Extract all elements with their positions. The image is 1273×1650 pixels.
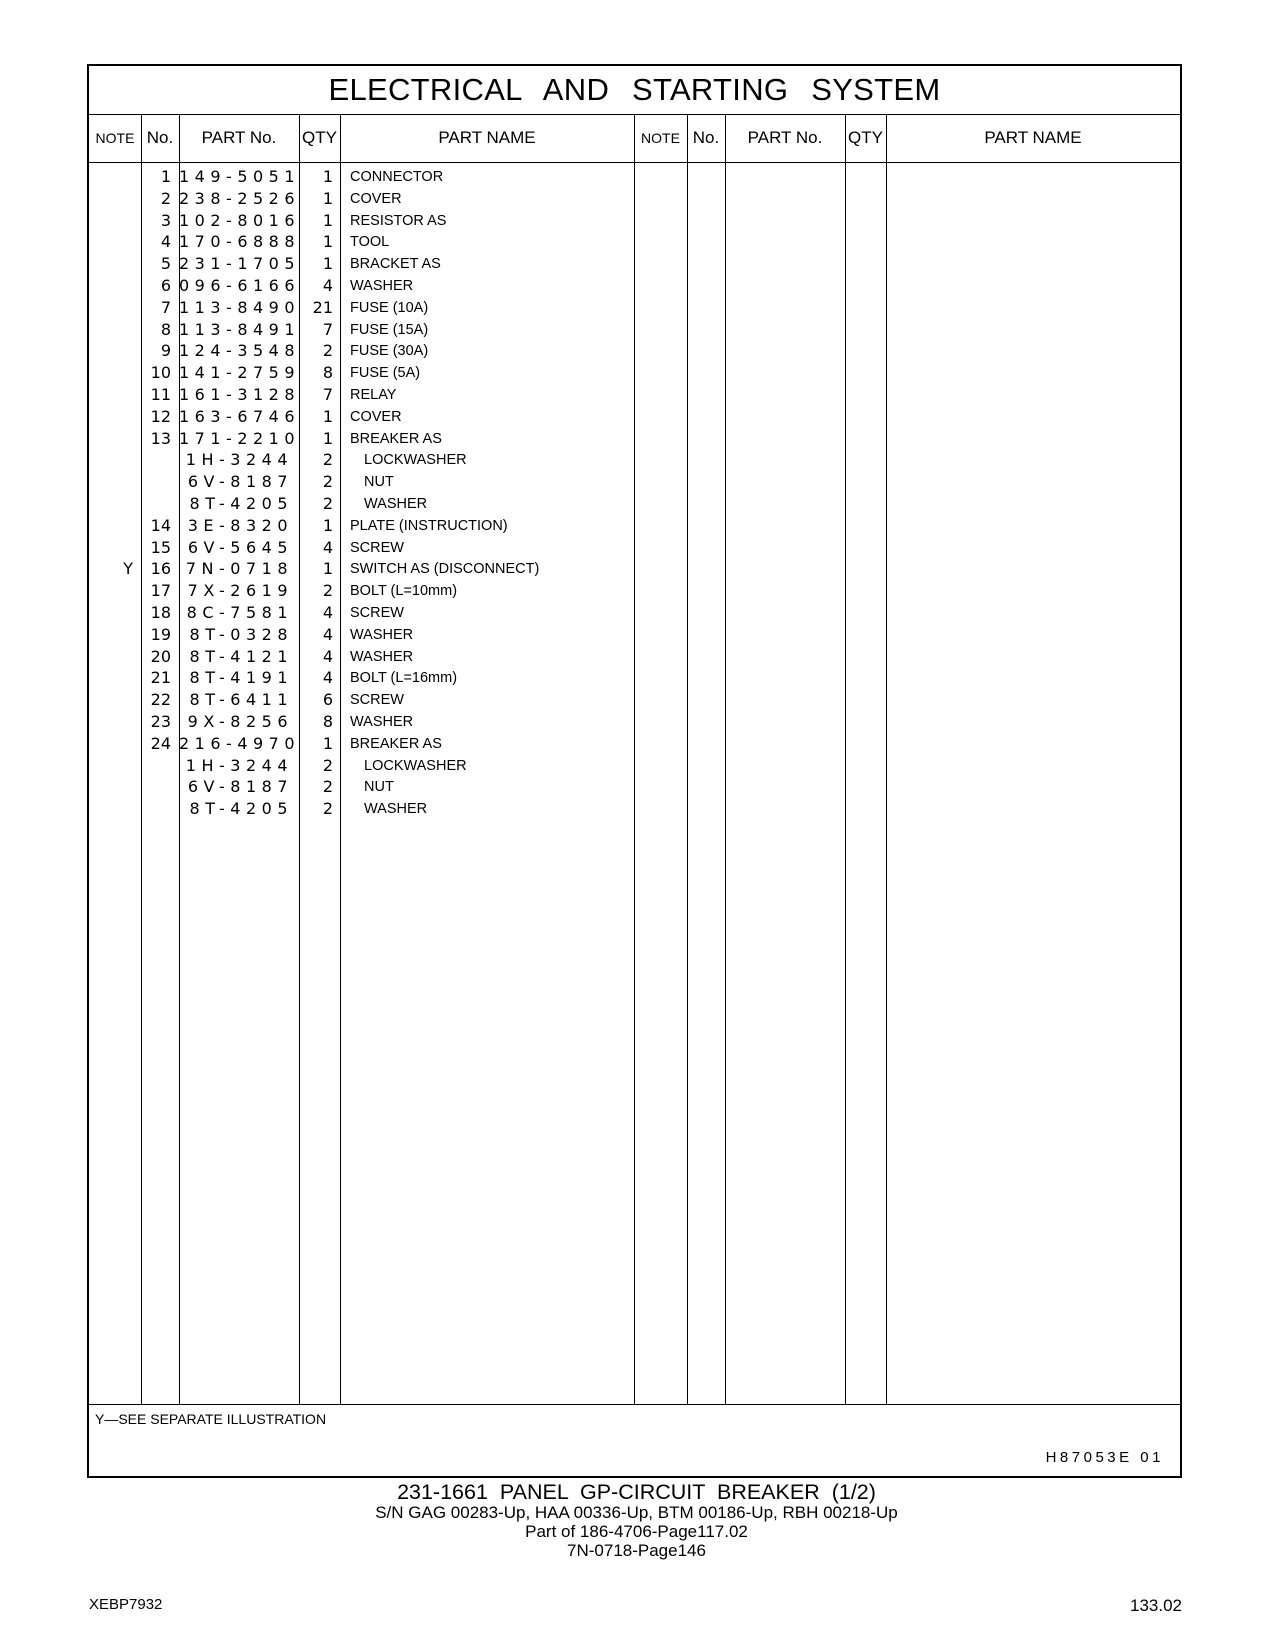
quantity: 7 (322, 319, 333, 339)
table-row (89, 362, 634, 384)
table-row (89, 384, 634, 406)
note-cell (89, 253, 133, 275)
item-number: 13 (150, 428, 171, 448)
part-number: 6V-8187 (187, 777, 293, 797)
quantity: 2 (322, 472, 333, 492)
part-name: SCREW (350, 692, 404, 709)
part-number: 170-6888 (179, 232, 301, 252)
header-part-no-right: PART No. (747, 128, 823, 147)
caption-reference: 7N-0718-Page146 (567, 1541, 706, 1560)
item-number: 19 (150, 624, 171, 644)
note-cell (89, 340, 133, 362)
header-note-right: NOTE (641, 130, 680, 146)
part-number: 141-2759 (179, 363, 301, 383)
item-number: 1 (160, 167, 171, 186)
quantity: 2 (322, 450, 333, 470)
item-number: 15 (150, 537, 171, 557)
note-cell (89, 471, 133, 493)
table-row (89, 210, 634, 232)
table-row (89, 515, 634, 537)
note-cell (89, 231, 133, 253)
part-number: 113-8490 (179, 297, 301, 317)
part-number: 216-4970 (179, 733, 301, 753)
part-name: BREAKER AS (350, 430, 442, 447)
note-cell (89, 319, 133, 341)
part-number: 124-3548 (179, 341, 301, 361)
item-number: 3 (160, 210, 171, 230)
part-name: LOCKWASHER (364, 452, 467, 469)
quantity: 1 (322, 559, 333, 579)
table-row (89, 537, 634, 559)
item-number: 22 (150, 690, 171, 710)
note-cell (89, 275, 133, 297)
page-number: 133.02 (1130, 1596, 1182, 1615)
column-divider (725, 114, 726, 1404)
item-number: 8 (160, 319, 171, 339)
part-number: 096-6166 (179, 276, 301, 295)
part-name: WASHER (364, 496, 428, 512)
item-number (141, 776, 171, 798)
part-number: 149-5051 (179, 167, 301, 186)
part-name: NUT (364, 779, 394, 796)
part-name: WASHER (350, 714, 414, 730)
part-name: WASHER (350, 648, 414, 665)
quantity: 1 (322, 210, 333, 230)
part-number: 231-1705 (179, 254, 301, 274)
part-name: RELAY (350, 387, 397, 403)
part-number: 1H-3244 (185, 755, 293, 775)
quantity: 2 (322, 581, 333, 601)
note-cell (89, 515, 133, 537)
note-cell (89, 384, 133, 406)
part-number: 8T-6411 (189, 690, 293, 710)
note-cell (89, 798, 133, 820)
part-name: SCREW (350, 539, 404, 556)
part-name: BREAKER AS (350, 735, 442, 752)
quantity: 2 (322, 777, 333, 797)
header-part-name-right: PART NAME (984, 128, 1082, 147)
header-no-right: No. (692, 128, 720, 147)
column-divider (687, 114, 688, 1404)
item-number: 20 (150, 646, 171, 666)
header-qty: QTY (302, 128, 337, 147)
section-title: ELECTRICAL AND STARTING SYSTEM (89, 66, 1180, 115)
table-row (89, 798, 634, 820)
note-cell (89, 188, 133, 210)
note-cell (89, 297, 133, 319)
part-number: 102-8016 (179, 210, 301, 230)
item-number: 24 (150, 733, 171, 753)
item-number (141, 449, 171, 471)
table-row (89, 253, 634, 275)
note-cell (89, 733, 133, 755)
table-row (89, 711, 634, 733)
table-row (89, 667, 634, 689)
table-row (89, 319, 634, 341)
note-cell (89, 776, 133, 798)
item-number: 6 (160, 276, 171, 295)
quantity: 2 (322, 494, 333, 513)
quantity: 1 (322, 428, 333, 448)
table-row (89, 602, 634, 624)
part-name: SCREW (350, 605, 404, 621)
table-row (89, 166, 634, 188)
part-name: BOLT (L=10mm) (350, 583, 458, 600)
part-number: 8T-4205 (189, 494, 293, 513)
quantity: 7 (322, 385, 333, 404)
quantity: 2 (322, 799, 333, 819)
note-cell (89, 166, 133, 188)
part-number: 3E-8320 (187, 515, 293, 535)
table-row (89, 188, 634, 210)
table-row (89, 580, 634, 602)
item-number (141, 755, 171, 777)
quantity: 21 (312, 297, 333, 317)
quantity: 1 (322, 733, 333, 753)
item-number (141, 493, 171, 515)
note-cell (89, 537, 133, 559)
table-row (89, 624, 634, 646)
header-qty-right: QTY (848, 128, 883, 147)
note-cell (89, 580, 133, 602)
note-cell (89, 711, 133, 733)
table-row (89, 449, 634, 471)
quantity: 1 (322, 406, 333, 426)
part-name: BOLT (L=16mm) (350, 670, 458, 687)
footer-divider (89, 1404, 1180, 1405)
part-number: 1H-3244 (185, 450, 293, 470)
part-name: CONNECTOR (350, 169, 444, 185)
table-row (89, 297, 634, 319)
part-number: 8T-4121 (189, 646, 293, 666)
item-number: 16 (150, 559, 171, 579)
quantity: 8 (322, 363, 333, 383)
caption-title: 231-1661 PANEL GP-CIRCUIT BREAKER (1/2) (397, 1480, 876, 1504)
quantity: 4 (322, 276, 333, 295)
note-cell (89, 646, 133, 668)
illustration-code: H87053E 01 (1045, 1449, 1164, 1466)
part-name: COVER (350, 190, 402, 207)
part-name: PLATE (INSTRUCTION) (350, 517, 508, 534)
quantity: 2 (322, 755, 333, 775)
part-number: 238-2526 (179, 188, 301, 208)
part-number: 6V-5645 (187, 537, 293, 557)
part-name: COVER (350, 408, 402, 425)
part-name: FUSE (10A) (350, 299, 429, 316)
part-name: BRACKET AS (350, 256, 441, 273)
table-row (89, 493, 634, 515)
part-name: NUT (364, 474, 394, 491)
table-row (89, 406, 634, 428)
part-number: 6V-8187 (187, 472, 293, 492)
part-name: WASHER (350, 626, 414, 643)
part-number: 171-2210 (179, 428, 301, 448)
quantity: 6 (322, 690, 333, 710)
table-row (89, 776, 634, 798)
item-number: 7 (160, 297, 171, 317)
caption-serials: S/N GAG 00283-Up, HAA 00336-Up, BTM 00186-Up, RBH 00218-Up (375, 1503, 898, 1522)
quantity: 4 (322, 537, 333, 557)
item-number: 12 (150, 406, 171, 426)
part-name: SWITCH AS (DISCONNECT) (350, 561, 540, 578)
parts-table-frame (87, 64, 1182, 1478)
item-number (141, 471, 171, 493)
quantity: 1 (322, 167, 333, 186)
part-number: 113-8491 (179, 319, 301, 339)
item-number: 17 (150, 581, 171, 601)
note-cell (89, 428, 133, 450)
quantity: 4 (322, 646, 333, 666)
part-name: LOCKWASHER (364, 757, 467, 774)
part-number: 8T-4205 (189, 799, 293, 819)
quantity: 1 (322, 515, 333, 535)
part-name: FUSE (15A) (350, 321, 429, 338)
note-cell (89, 449, 133, 471)
header-note: NOTE (95, 130, 135, 146)
note-cell (89, 362, 133, 384)
table-row (89, 689, 634, 711)
quantity: 8 (322, 712, 333, 731)
note-cell (89, 406, 133, 428)
quantity: 1 (322, 254, 333, 274)
item-number (141, 798, 171, 820)
part-name: WASHER (350, 278, 414, 294)
quantity: 4 (322, 624, 333, 644)
note-cell (89, 602, 133, 624)
part-number: 9X-8256 (187, 712, 293, 731)
part-number: 7X-2619 (187, 581, 293, 601)
note-cell (89, 493, 133, 515)
item-number: 14 (150, 515, 171, 535)
note-cell (89, 667, 133, 689)
footnote: Y—SEE SEPARATE ILLUSTRATION (95, 1411, 327, 1427)
part-name: RESISTOR AS (350, 212, 447, 229)
table-row (89, 428, 634, 450)
note-cell (89, 755, 133, 777)
part-number: 163-6746 (179, 406, 301, 426)
part-name: TOOL (350, 234, 390, 251)
part-name: FUSE (30A) (350, 343, 429, 360)
item-number: 9 (160, 341, 171, 361)
document-id: XEBP7932 (89, 1596, 163, 1613)
table-row (89, 733, 634, 755)
item-number: 2 (160, 188, 171, 208)
table-row (89, 755, 634, 777)
quantity: 2 (322, 341, 333, 361)
part-number: 8T-0328 (189, 624, 293, 644)
table-row (89, 231, 634, 253)
item-number: 18 (150, 603, 171, 622)
item-number: 10 (150, 363, 171, 383)
table-row (89, 471, 634, 493)
table-row (89, 558, 634, 580)
part-number: 8T-4191 (189, 668, 293, 688)
item-number: 4 (160, 232, 171, 252)
item-number: 5 (160, 254, 171, 274)
note-cell: Y (123, 559, 133, 579)
quantity: 4 (322, 603, 333, 622)
table-row (89, 340, 634, 362)
quantity: 1 (322, 232, 333, 252)
item-number: 21 (150, 668, 171, 688)
header-part-no: PART No. (201, 128, 277, 147)
note-cell (89, 624, 133, 646)
note-cell (89, 689, 133, 711)
part-name: WASHER (364, 801, 428, 818)
column-divider (845, 114, 846, 1404)
part-number: 7N-0718 (185, 559, 293, 579)
quantity: 4 (322, 668, 333, 688)
header-part-name: PART NAME (438, 128, 536, 147)
column-divider (886, 114, 887, 1404)
part-number: 8C-7581 (186, 603, 293, 622)
header-no: No. (146, 128, 174, 147)
table-row (89, 646, 634, 668)
item-number: 11 (150, 385, 171, 404)
item-number: 23 (150, 712, 171, 731)
table-row (89, 275, 634, 297)
part-number: 161-3128 (179, 385, 301, 404)
note-cell (89, 210, 133, 232)
part-name: FUSE (5A) (350, 365, 421, 382)
caption-part-of: Part of 186-4706-Page117.02 (525, 1522, 748, 1541)
quantity: 1 (322, 188, 333, 208)
